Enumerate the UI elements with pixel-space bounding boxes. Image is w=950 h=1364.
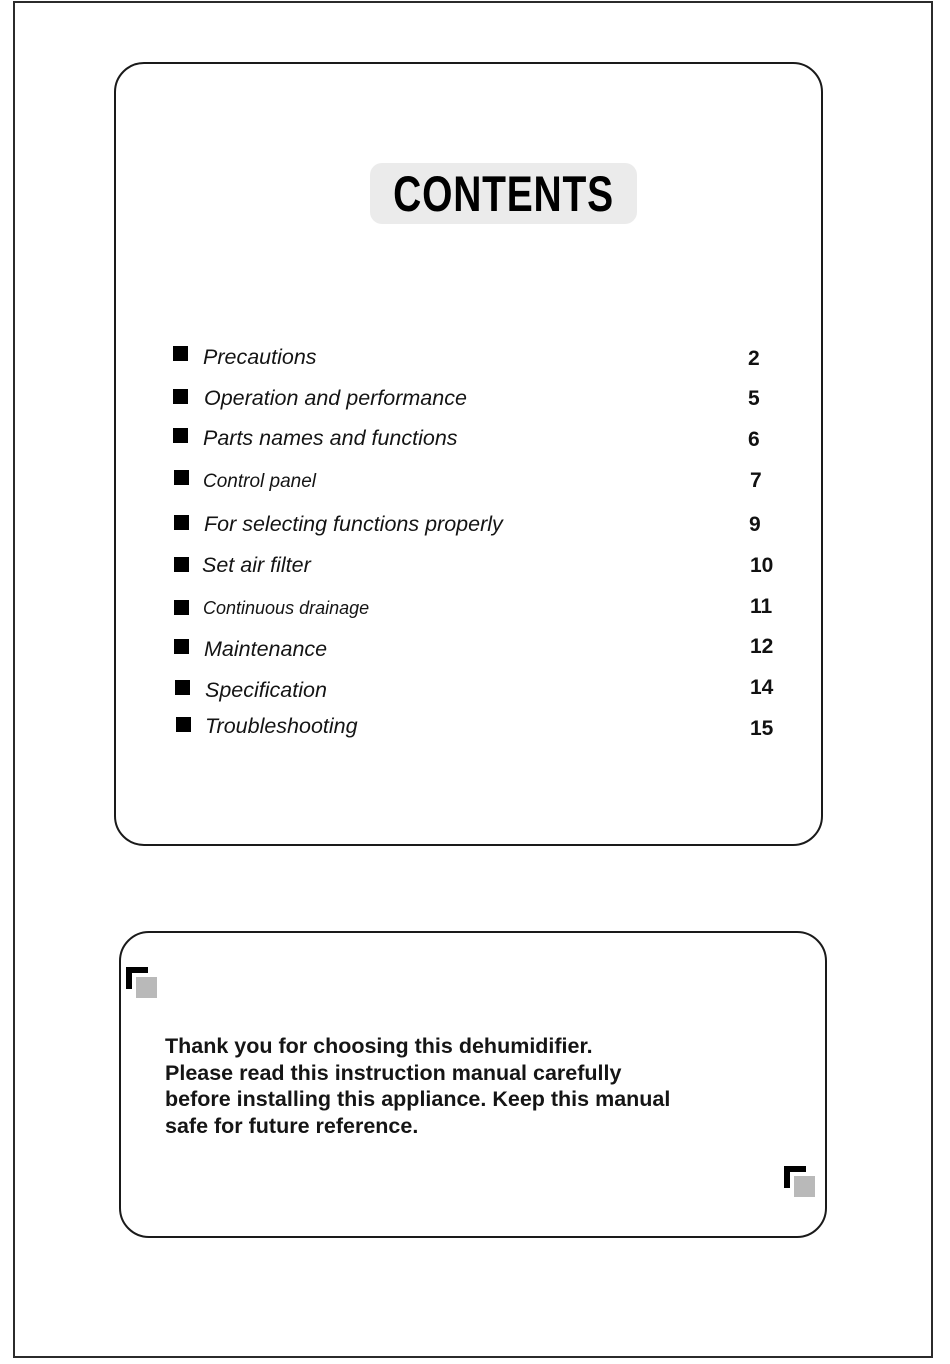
toc-item-label: Operation and performance xyxy=(204,386,467,410)
toc-item-maintenance[interactable] xyxy=(0,636,950,666)
toc-item-page: 12 xyxy=(750,635,774,658)
toc-item-page: 11 xyxy=(750,595,773,618)
intro-note-text xyxy=(165,1033,785,1139)
corner-mark-icon xyxy=(784,1166,816,1198)
toc-item-continuous-drainage[interactable] xyxy=(0,594,950,624)
toc-item-troubleshooting[interactable] xyxy=(0,714,950,744)
bullet-square-icon xyxy=(173,346,188,361)
toc-item-page: 2 xyxy=(748,347,760,370)
toc-item-label: Continuous drainage xyxy=(203,598,370,618)
toc-item-page: 9 xyxy=(749,513,761,536)
contents-title-badge xyxy=(370,163,637,224)
toc-item-control-panel[interactable] xyxy=(0,468,950,498)
toc-item-selecting-functions[interactable] xyxy=(0,511,950,541)
contents-title: CONTENTS xyxy=(393,165,614,222)
toc-item-precautions[interactable] xyxy=(0,344,950,374)
bullet-square-icon xyxy=(174,515,189,530)
toc-item-label: Parts names and functions xyxy=(203,426,458,450)
corner-mark-icon xyxy=(126,967,158,999)
intro-note-line: safe for future reference. xyxy=(165,1113,419,1138)
toc-item-label: Precautions xyxy=(203,345,317,369)
bullet-square-icon xyxy=(174,557,189,572)
toc-item-page: 15 xyxy=(750,717,774,740)
toc-item-air-filter[interactable] xyxy=(0,552,950,582)
toc-item-page: 6 xyxy=(748,428,760,451)
toc-item-operation[interactable] xyxy=(0,385,950,415)
bullet-square-icon xyxy=(175,680,190,695)
toc-item-page: 14 xyxy=(750,676,774,699)
bullet-square-icon xyxy=(174,600,189,615)
intro-note-line: Thank you for choosing this dehumidifier. xyxy=(165,1034,593,1058)
intro-note-line: Please read this instruction manual carefully xyxy=(165,1060,622,1085)
toc-item-label: Troubleshooting xyxy=(205,714,358,738)
toc-item-label: For selecting functions properly xyxy=(204,512,503,536)
bullet-square-icon xyxy=(174,470,189,485)
toc-item-label: Control panel xyxy=(203,471,317,492)
bullet-square-icon xyxy=(173,389,188,404)
toc-item-page: 10 xyxy=(750,554,774,577)
toc-item-label: Specification xyxy=(205,678,327,702)
bullet-square-icon xyxy=(176,717,191,732)
toc-item-page: 7 xyxy=(750,469,762,492)
intro-note-line: before installing this appliance. Keep this manual xyxy=(165,1087,671,1111)
toc-item-specification[interactable] xyxy=(0,677,950,707)
toc-item-parts-names[interactable] xyxy=(0,425,950,455)
bullet-square-icon xyxy=(173,428,188,443)
toc-item-label: Maintenance xyxy=(204,637,328,661)
toc-item-page: 5 xyxy=(748,387,760,410)
toc-item-label: Set air filter xyxy=(202,553,311,577)
bullet-square-icon xyxy=(174,639,189,654)
